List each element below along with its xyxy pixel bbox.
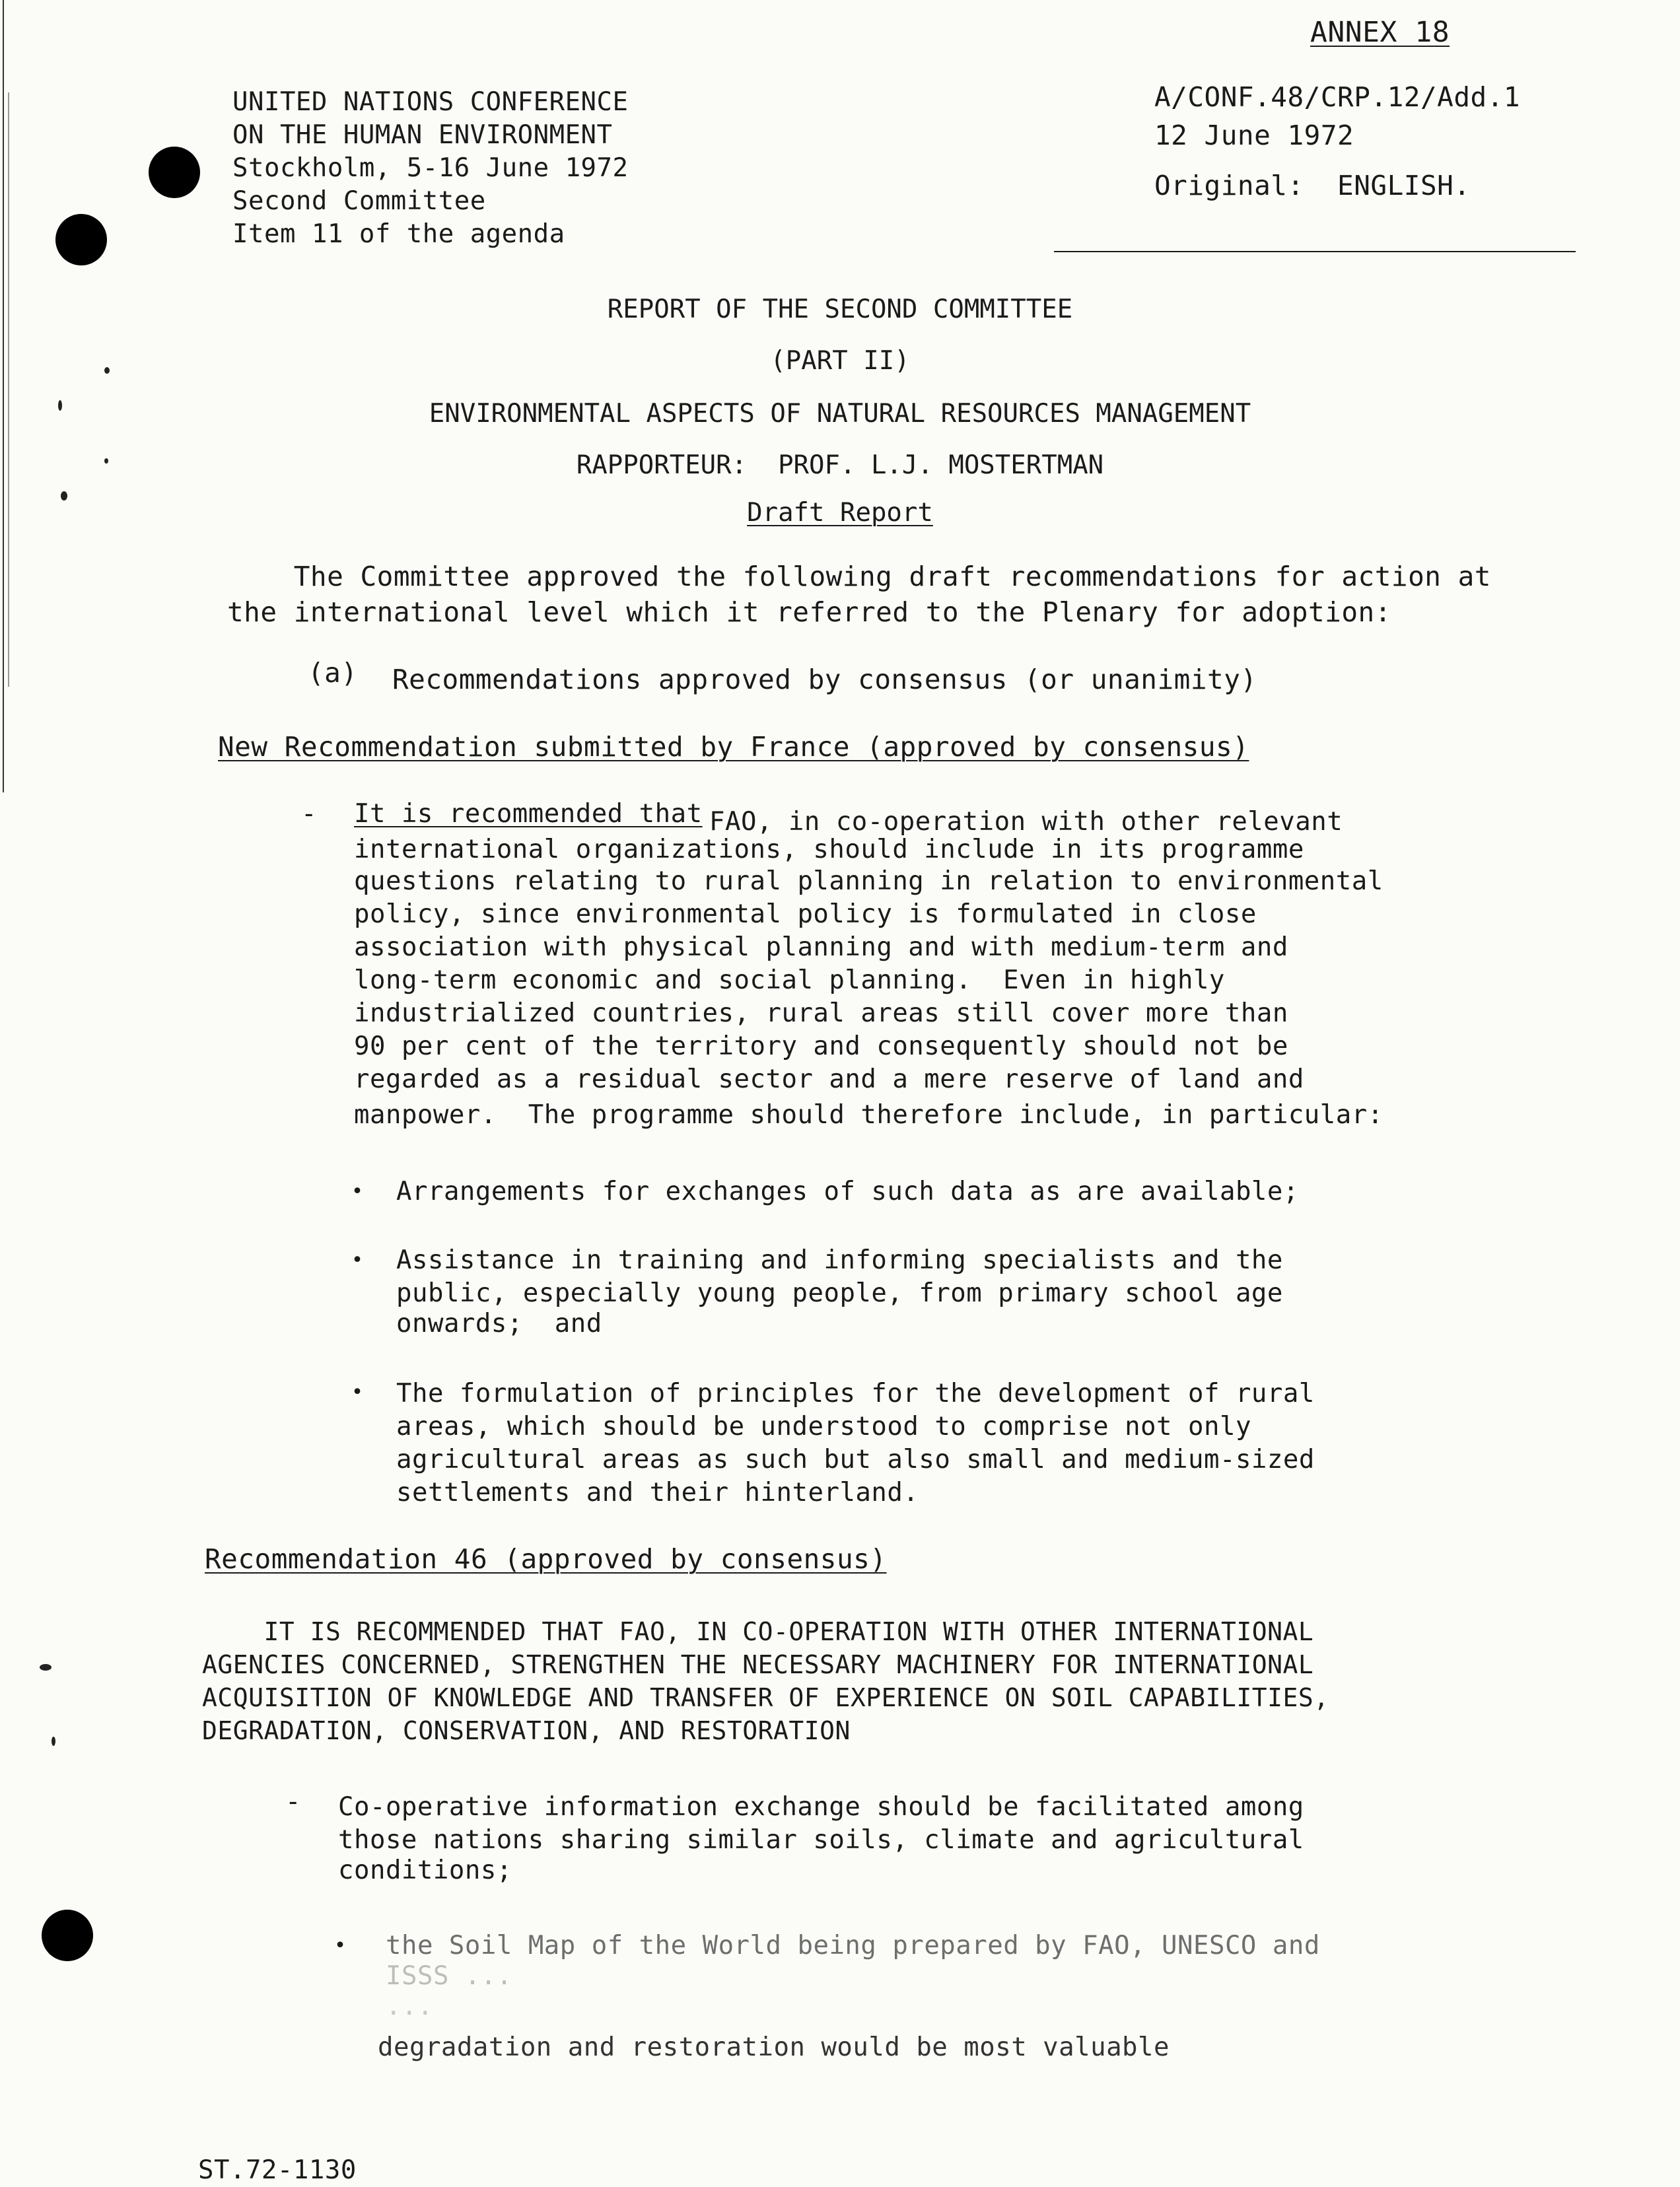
faded-line: the Soil Map of the World being prepared by FAO, UNESCO and bbox=[386, 1931, 1320, 1961]
bullet-line: onwards; and bbox=[396, 1309, 602, 1338]
speck bbox=[52, 1737, 55, 1746]
caps-line: DEGRADATION, CONSERVATION, AND RESTORATION bbox=[202, 1716, 851, 1745]
draft-report-heading: Draft Report bbox=[747, 498, 933, 528]
footer-code: ST.72-1130 bbox=[198, 2155, 357, 2185]
intro-line: The Committee approved the following draft recommendations for action at bbox=[227, 561, 1491, 592]
punch-hole-upper bbox=[55, 214, 107, 265]
paragraph-line: manpower. The programme should therefore include, in particular: bbox=[354, 1100, 1383, 1130]
punch-hole-top bbox=[149, 147, 200, 198]
caps-line: ACQUISITION OF KNOWLEDGE AND TRANSFER OF EXPERIENCE ON SOIL CAPABILITIES, bbox=[202, 1683, 1329, 1712]
left-scan-edge-lower bbox=[8, 92, 9, 687]
annex-label: ANNEX 18 bbox=[1310, 16, 1450, 49]
header-rule bbox=[1054, 251, 1576, 252]
paragraph-line: long-term economic and social planning. Even in highly bbox=[354, 965, 1225, 995]
header-left-line: ON THE HUMAN ENVIRONMENT bbox=[232, 120, 613, 150]
paragraph-line: 90 per cent of the territory and consequently should not be bbox=[354, 1031, 1288, 1061]
section-heading-france: New Recommendation submitted by France (approved by consensus) bbox=[218, 731, 1249, 763]
dash-item-line: Co-operative information exchange should be facilitated among bbox=[338, 1792, 1304, 1822]
bullet-marker: • bbox=[351, 1249, 364, 1272]
faded-line: degradation and restoration would be most valuable bbox=[378, 2032, 1170, 2062]
document-date: 12 June 1972 bbox=[1154, 120, 1354, 151]
paragraph-line: FAO, in co-operation with other relevant bbox=[693, 807, 1343, 837]
report-part: (PART II) bbox=[770, 346, 910, 376]
faded-line: ... bbox=[386, 1992, 433, 2021]
paragraph-line: regarded as a residual sector and a mere reserve of land and bbox=[354, 1064, 1304, 1094]
paragraph-line: association with physical planning and with medium-term and bbox=[354, 932, 1288, 962]
dash-marker: - bbox=[301, 799, 317, 829]
report-subject: ENVIRONMENTAL ASPECTS OF NATURAL RESOURCES MANAGEMENT bbox=[429, 399, 1251, 429]
item-a-marker: (a) bbox=[308, 657, 358, 689]
header-left-line: Item 11 of the agenda bbox=[232, 219, 565, 249]
paragraph-line: international organizations, should include in its programme bbox=[354, 835, 1304, 864]
left-scan-edge bbox=[3, 0, 4, 792]
paragraph-line: industrialized countries, rural areas still cover more than bbox=[354, 998, 1288, 1028]
header-left-line: UNITED NATIONS CONFERENCE bbox=[232, 87, 629, 117]
document-symbol: A/CONF.48/CRP.12/Add.1 bbox=[1154, 81, 1521, 113]
section-heading-rec46: Recommendation 46 (approved by consensus) bbox=[205, 1543, 887, 1575]
dash-marker: - bbox=[285, 1787, 301, 1817]
caps-line: AGENCIES CONCERNED, STRENGTHEN THE NECESSARY MACHINERY FOR INTERNATIONAL bbox=[202, 1650, 1314, 1679]
report-title: REPORT OF THE SECOND COMMITTEE bbox=[607, 295, 1073, 324]
bullet-line: public, especially young people, from primary school age bbox=[396, 1278, 1283, 1308]
rapporteur: RAPPORTEUR: PROF. L.J. MOSTERTMAN bbox=[576, 450, 1104, 480]
dash-item-line: those nations sharing similar soils, climate and agricultural bbox=[338, 1825, 1304, 1855]
bullet-line: areas, which should be understood to comprise not only bbox=[396, 1412, 1251, 1441]
bullet-line: Arrangements for exchanges of such data as are available; bbox=[396, 1177, 1299, 1206]
bullet-marker: • bbox=[334, 1934, 347, 1957]
bullet-line: The formulation of principles for the development of rural bbox=[396, 1379, 1315, 1408]
bullet-line: Assistance in training and informing specialists and the bbox=[396, 1245, 1283, 1275]
speck bbox=[40, 1664, 52, 1671]
faded-line: ISSS ... bbox=[386, 1961, 512, 1991]
bullet-line: agricultural areas as such but also small and medium-sized bbox=[396, 1445, 1315, 1475]
punch-hole-bottom bbox=[42, 1910, 93, 1961]
intro-line: the international level which it referred to the Plenary for adoption: bbox=[227, 596, 1391, 628]
header-left-line: Second Committee bbox=[232, 186, 486, 216]
caps-line: IT IS RECOMMENDED THAT FAO, IN CO-OPERATION WITH OTHER INTERNATIONAL bbox=[202, 1617, 1314, 1646]
paragraph-line: questions relating to rural planning in relation to environmental bbox=[354, 866, 1383, 896]
paragraph-line: policy, since environmental policy is formulated in close bbox=[354, 899, 1257, 929]
bullet-line: settlements and their hinterland. bbox=[396, 1478, 919, 1508]
dash-item-line: conditions; bbox=[338, 1856, 512, 1885]
item-a-text: Recommendations approved by consensus (or unanimity) bbox=[392, 664, 1257, 695]
recommendation-lead: It is recommended that bbox=[354, 799, 703, 829]
original-language: Original: ENGLISH. bbox=[1154, 170, 1471, 201]
bullet-marker: • bbox=[351, 1381, 364, 1404]
header-left-line: Stockholm, 5-16 June 1972 bbox=[232, 153, 629, 183]
bullet-marker: • bbox=[351, 1180, 364, 1203]
